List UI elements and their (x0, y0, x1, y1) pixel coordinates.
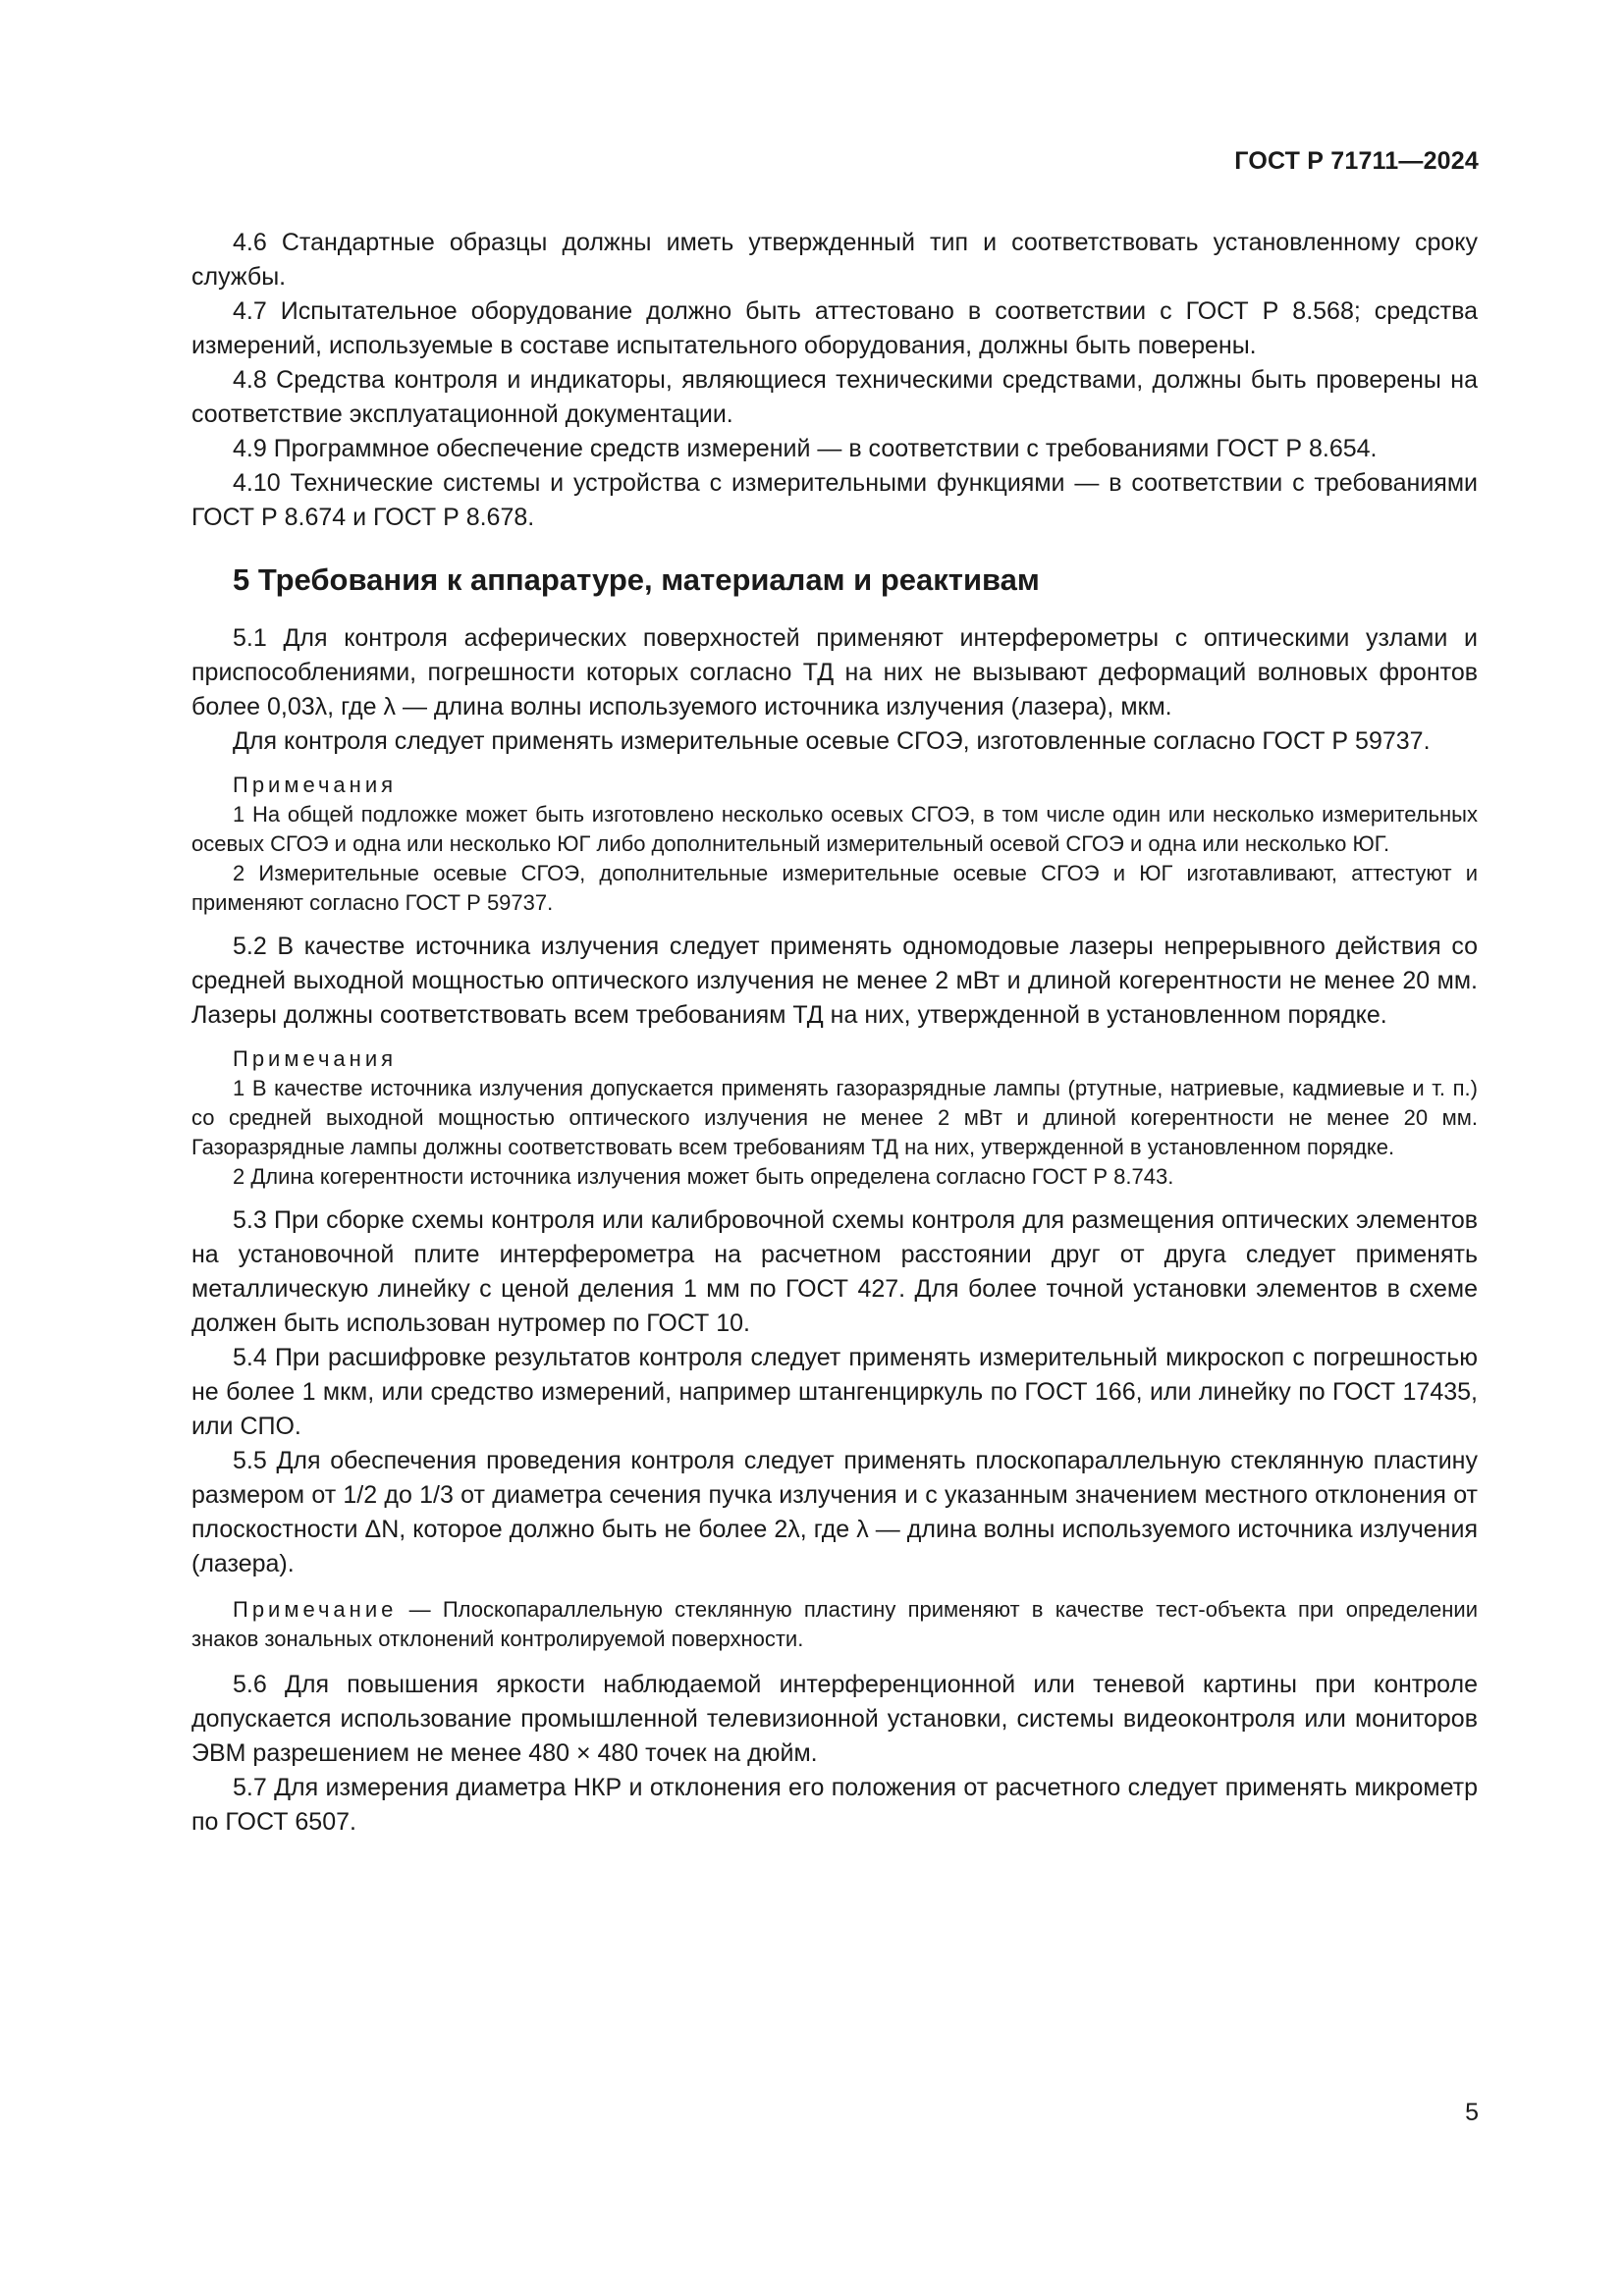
paragraph-5-3: 5.3 При сборке схемы контроля или калибровочной схемы контроля для размещения оптических элементов на установочной плите интерферометра на расчетном расстоянии друг от друга следует применять металлическую линейку с ценой деления 1 мм по ГОСТ 427. Для более точной установки элементов в схеме должен быть использован нутромер по ГОСТ 10. (191, 1206, 1478, 1337)
paragraph-4-7: 4.7 Испытательное оборудование должно быть аттестовано в соответствии с ГОСТ Р 8.568; средства измерений, используемые в составе испытательного оборудования, должны быть поверены. (191, 297, 1478, 359)
page-content (191, 226, 1478, 1840)
note-inline-5-5 (191, 1595, 1478, 1654)
paragraph-5-5: 5.5 Для обеспечения проведения контроля следует применять плоскопараллельную стеклянную пластину размером от 1/2 до 1/3 от диаметра сечения пучка излучения и с указанным значением местного отклонения от плоскостности ΔN, которое должно быть не более 2λ, где λ — длина волны используемого источника излучения (лазера). (191, 1447, 1478, 1577)
paragraph-5-7: 5.7 Для измерения диаметра НКР и отклонения его положения от расчетного следует применять микрометр по ГОСТ 6507. (191, 1774, 1478, 1836)
paragraph-5-1: 5.1 Для контроля асферических поверхностей применяют интерферометры с оптическими узлами и приспособлениями, погрешности которых согласно ТД на них не вызывают деформаций волновых фронтов более 0,03λ, где λ — длина волны используемого источника излучения (лазера), мкм. (191, 624, 1478, 721)
note-inline-title: Примечание (233, 1597, 398, 1622)
paragraph-5-4: 5.4 При расшифровке результатов контроля следует применять измерительный микроскоп с погрешностью не более 1 мкм, или средство измерений, например штангенциркуль по ГОСТ 166, или линейку по ГОСТ 17435, или СПО. (191, 1344, 1478, 1440)
note-item: 2 Длина когерентности источника излучения может быть определена согласно ГОСТ Р 8.743. (233, 1164, 1174, 1189)
note-inline-text: — Плоскопараллельную стеклянную пластину применяют в качестве тест-объекта при определении знаков зональных отклонений контролируемой поверхности. (191, 1597, 1479, 1651)
paragraph-5-1-continued: Для контроля следует применять измерительные осевые СГОЭ, изготовленные согласно ГОСТ Р 59737. (233, 727, 1431, 755)
note-item: 2 Измерительные осевые СГОЭ, дополнительные измерительные осевые СГОЭ и ЮГ изготавливают, аттестуют и применяют согласно ГОСТ Р 59737. (191, 861, 1478, 915)
page-number: 5 (1465, 2099, 1479, 2126)
paragraph-4-9: 4.9 Программное обеспечение средств измерений — в соответствии с требованиями ГОСТ Р 8.654. (233, 435, 1378, 462)
notes-block-1 (191, 771, 1478, 918)
document-code-header: ГОСТ Р 71711—2024 (1234, 147, 1479, 175)
paragraph-4-10: 4.10 Технические системы и устройства с измерительными функциями — в соответствии с требованиями ГОСТ Р 8.674 и ГОСТ Р 8.678. (191, 469, 1478, 531)
notes-block-2 (191, 1044, 1478, 1192)
notes-title: Примечания (233, 773, 398, 797)
note-item: 1 На общей подложке может быть изготовлено несколько осевых СГОЭ, в том числе один или несколько измерительных осевых СГОЭ и одна или несколько ЮГ либо дополнительный измерительный осевой СГОЭ и одна или несколько ЮГ. (191, 802, 1478, 856)
notes-title: Примечания (233, 1046, 398, 1071)
paragraph-4-8: 4.8 Средства контроля и индикаторы, являющиеся техническими средствами, должны быть проверены на соответствие эксплуатационной документации. (191, 366, 1478, 428)
paragraph-5-6: 5.6 Для повышения яркости наблюдаемой интерференционной или теневой картины при контроле допускается использование промышленной телевизионной установки, системы видеоконтроля или мониторов ЭВМ разрешением не менее 480 × 480 точек на дюйм. (191, 1671, 1478, 1767)
note-item: 1 В качестве источника излучения допускается применять газоразрядные лампы (ртутные, натриевые, кадмиевые и т. п.) со средней выходной мощностью оптического излучения не менее 2 мВт и длиной когерентности не менее 20 мм. Газоразрядные лампы должны соответствовать всем требованиям ТД на них, утвержденной в установленном порядке. (191, 1076, 1478, 1159)
paragraph-5-2: 5.2 В качестве источника излучения следует применять одномодовые лазеры непрерывного действия со средней выходной мощностью оптического излучения не менее 2 мВт и длиной когерентности не менее 20 мм. Лазеры должны соответствовать всем требованиям ТД на них, утвержденной в установленном порядке. (191, 933, 1478, 1029)
section-5-heading: 5 Требования к аппаратуре, материалам и реактивам (233, 562, 1040, 597)
paragraph-4-6: 4.6 Стандартные образцы должны иметь утвержденный тип и соответствовать установленному сроку службы. (191, 229, 1478, 291)
